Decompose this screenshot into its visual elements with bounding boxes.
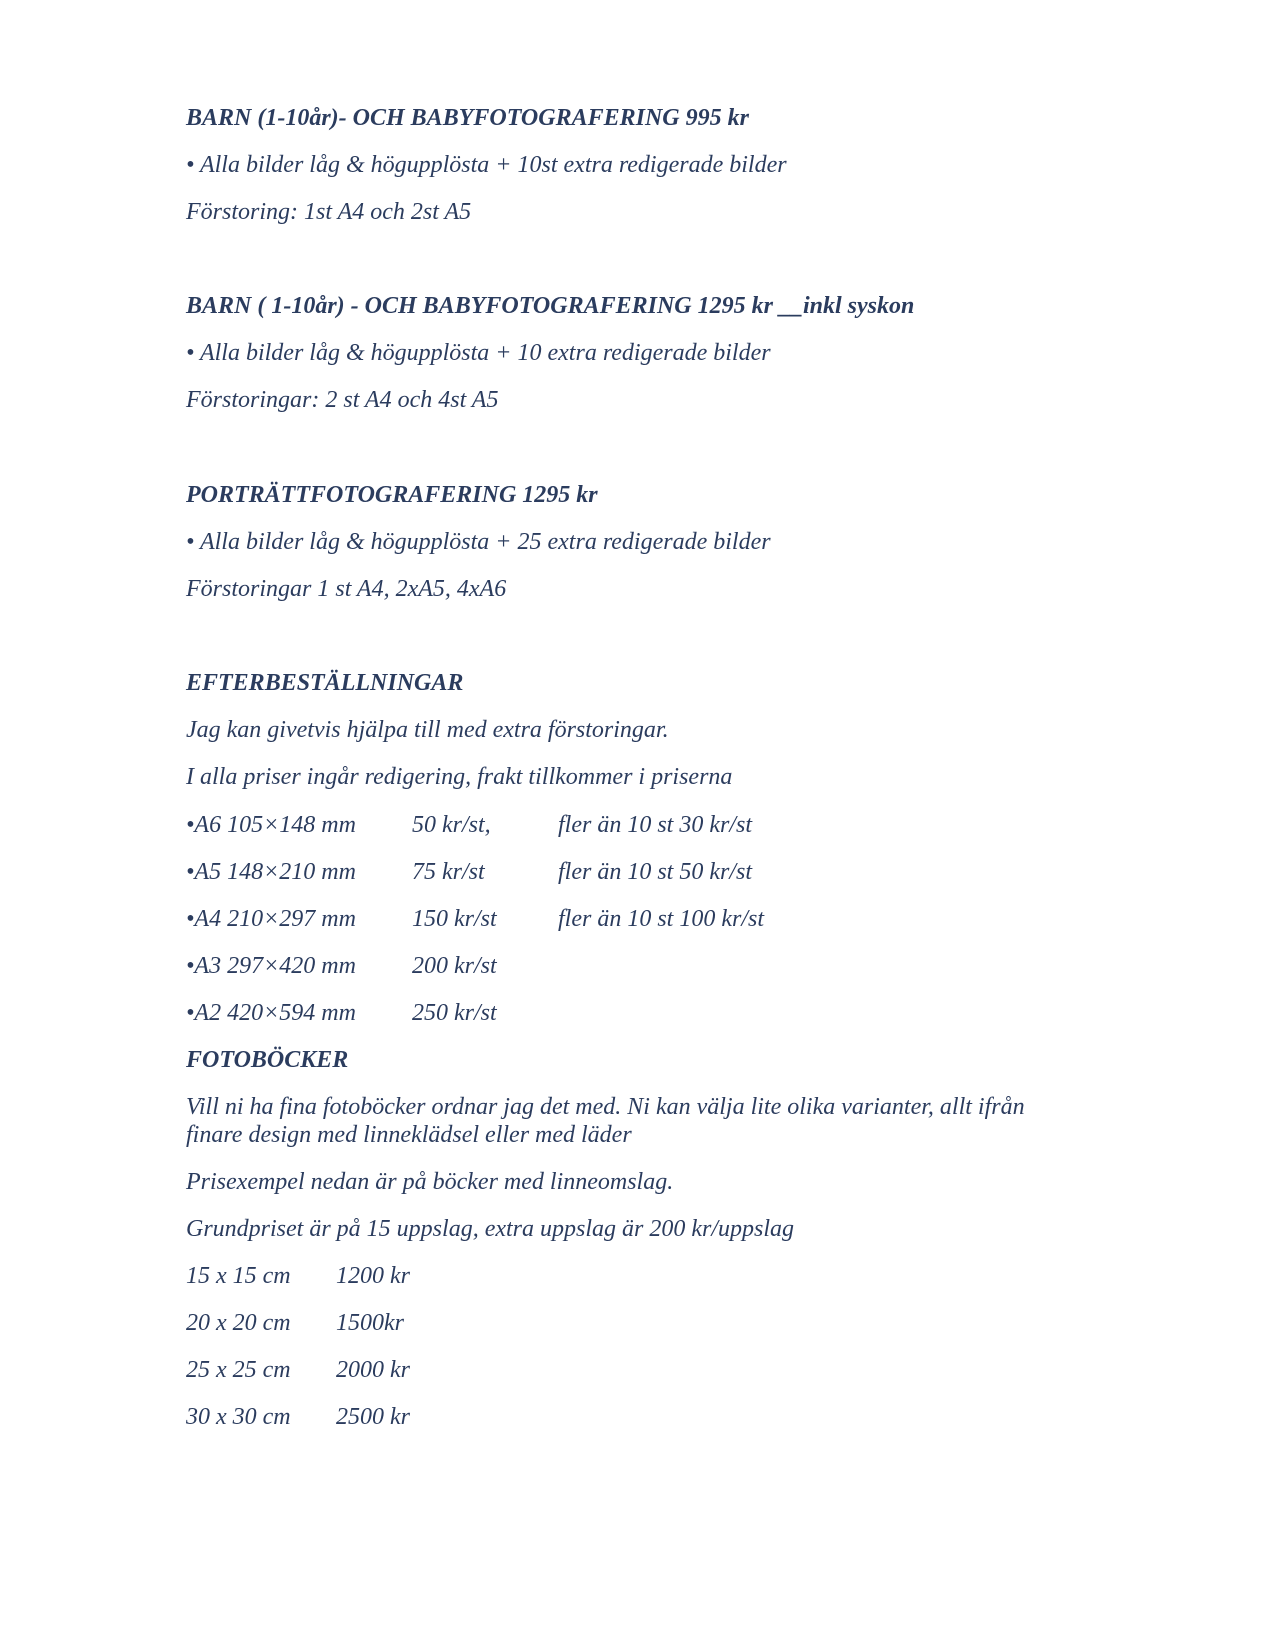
- section-bullet: • Alla bilder låg & högupplösta + 10st extra redigerade bilder: [186, 152, 787, 178]
- section-note: Förstoring: 1st A4 och 2st A5: [186, 199, 472, 225]
- book-size: 30 x 30 cm: [186, 1404, 291, 1430]
- bulk-price: fler än 10 st 100 kr/st: [558, 906, 765, 932]
- section-heading-barn-995: BARN (1-10år)- OCH BABYFOTOGRAFERING 995 kr: [186, 105, 749, 131]
- book-price: 1200 kr: [336, 1263, 410, 1289]
- print-price: 250 kr/st: [412, 1000, 497, 1026]
- print-price: 75 kr/st: [412, 859, 485, 885]
- book-size: 25 x 25 cm: [186, 1357, 291, 1383]
- orders-intro: I alla priser ingår redigering, frakt tillkommer i priserna: [186, 764, 733, 790]
- books-intro: Vill ni ha fina fotoböcker ordnar jag det med. Ni kan välja lite olika varianter, allt ifrån finare design med linneklädsel eller med läder: [186, 1094, 1025, 1148]
- section-bullet: • Alla bilder låg & högupplösta + 25 extra redigerade bilder: [186, 529, 771, 555]
- books-intro: Grundpriset är på 15 uppslag, extra uppslag är 200 kr/uppslag: [186, 1216, 795, 1242]
- section-note: Förstoringar 1 st A4, 2xA5, 4xA6: [186, 576, 507, 602]
- section-heading-barn-1295: BARN ( 1-10år) - OCH BABYFOTOGRAFERING 1295 kr __inkl syskon: [186, 293, 915, 319]
- bulk-price: fler än 10 st 30 kr/st: [558, 812, 753, 838]
- print-size: •A4 210×297 mm: [186, 906, 356, 932]
- bulk-price: fler än 10 st 50 kr/st: [558, 859, 753, 885]
- print-size: •A5 148×210 mm: [186, 859, 356, 885]
- book-size: 20 x 20 cm: [186, 1310, 291, 1336]
- orders-intro: Jag kan givetvis hjälpa till med extra förstoringar.: [186, 717, 669, 743]
- book-price: 2500 kr: [336, 1404, 410, 1430]
- book-size: 15 x 15 cm: [186, 1263, 291, 1289]
- book-price: 1500kr: [336, 1310, 404, 1336]
- print-size: •A2 420×594 mm: [186, 1000, 356, 1026]
- books-intro: Prisexempel nedan är på böcker med linneomslag.: [186, 1169, 674, 1195]
- print-size: •A6 105×148 mm: [186, 812, 356, 838]
- print-size: •A3 297×420 mm: [186, 953, 356, 979]
- books-heading: FOTOBÖCKER: [186, 1047, 349, 1073]
- orders-heading: EFTERBESTÄLLNINGAR: [186, 670, 464, 696]
- section-heading-portratt: PORTRÄTTFOTOGRAFERING 1295 kr: [186, 482, 598, 508]
- book-price: 2000 kr: [336, 1357, 410, 1383]
- section-bullet: • Alla bilder låg & högupplösta + 10 extra redigerade bilder: [186, 340, 771, 366]
- print-price: 50 kr/st,: [412, 812, 491, 838]
- section-note: Förstoringar: 2 st A4 och 4st A5: [186, 387, 499, 413]
- print-price: 150 kr/st: [412, 906, 497, 932]
- print-price: 200 kr/st: [412, 953, 497, 979]
